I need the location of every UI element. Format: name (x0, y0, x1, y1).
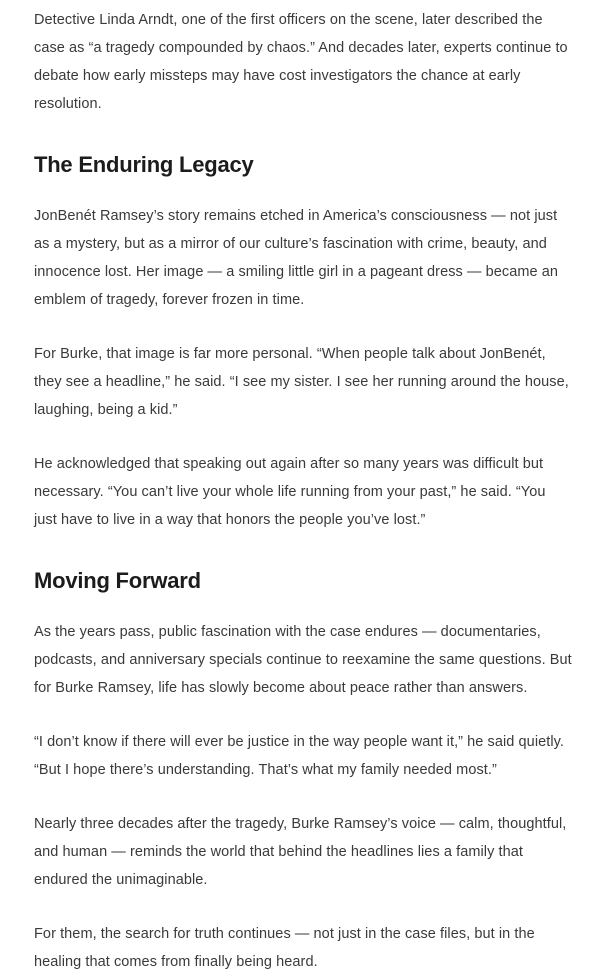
paragraph-story-etched: JonBenét Ramsey’s story remains etched in America’s consciousness — not just as a mystery, but as a mirror of our culture’s fascination with crime, beauty, and innocence lost. Her image — a smiling little girl in a pageant dress — became an emblem of tragedy, forever frozen in time. (34, 208, 559, 308)
paragraph-justice-quote: “I don’t know if there will ever be justice in the way people want it,” he said quietly. “But I hope there’s understanding. That’s what my family needed most.” (34, 734, 564, 778)
paragraph-speaking-out: He acknowledged that speaking out again after so many years was difficult but necessary. “You can’t live your whole life running from your past,” he said. “You just have to live in a way that honors the people you’ve lost.” (34, 456, 546, 528)
heading-the-enduring-legacy: The Enduring Legacy (34, 152, 254, 177)
heading-moving-forward: Moving Forward (34, 568, 201, 593)
paragraph-detective-arndt: Detective Linda Arndt, one of the first officers on the scene, later described the case as “a tragedy compounded by chaos.” And decades later, experts continue to debate how early missteps may have cost investigators the chance at early resolution. (34, 12, 568, 112)
paragraph-three-decades: Nearly three decades after the tragedy, Burke Ramsey’s voice — calm, thoughtful, and human — reminds the world that behind the headlines lies a family that endured the unimaginable. (34, 816, 567, 888)
paragraph-search-for-truth: For them, the search for truth continues — not just in the case files, but in the healing that comes from finally being heard. (34, 926, 535, 970)
paragraph-years-pass: As the years pass, public fascination with the case endures — documentaries, podcasts, and anniversary specials continue to reexamine the same questions. But for Burke Ramsey, life has slowly become about peace rather than answers. (34, 624, 572, 696)
paragraph-burke-personal: For Burke, that image is far more personal. “When people talk about JonBenét, they see a headline,” he said. “I see my sister. I see her running around the house, laughing, being a kid.” (34, 346, 569, 418)
